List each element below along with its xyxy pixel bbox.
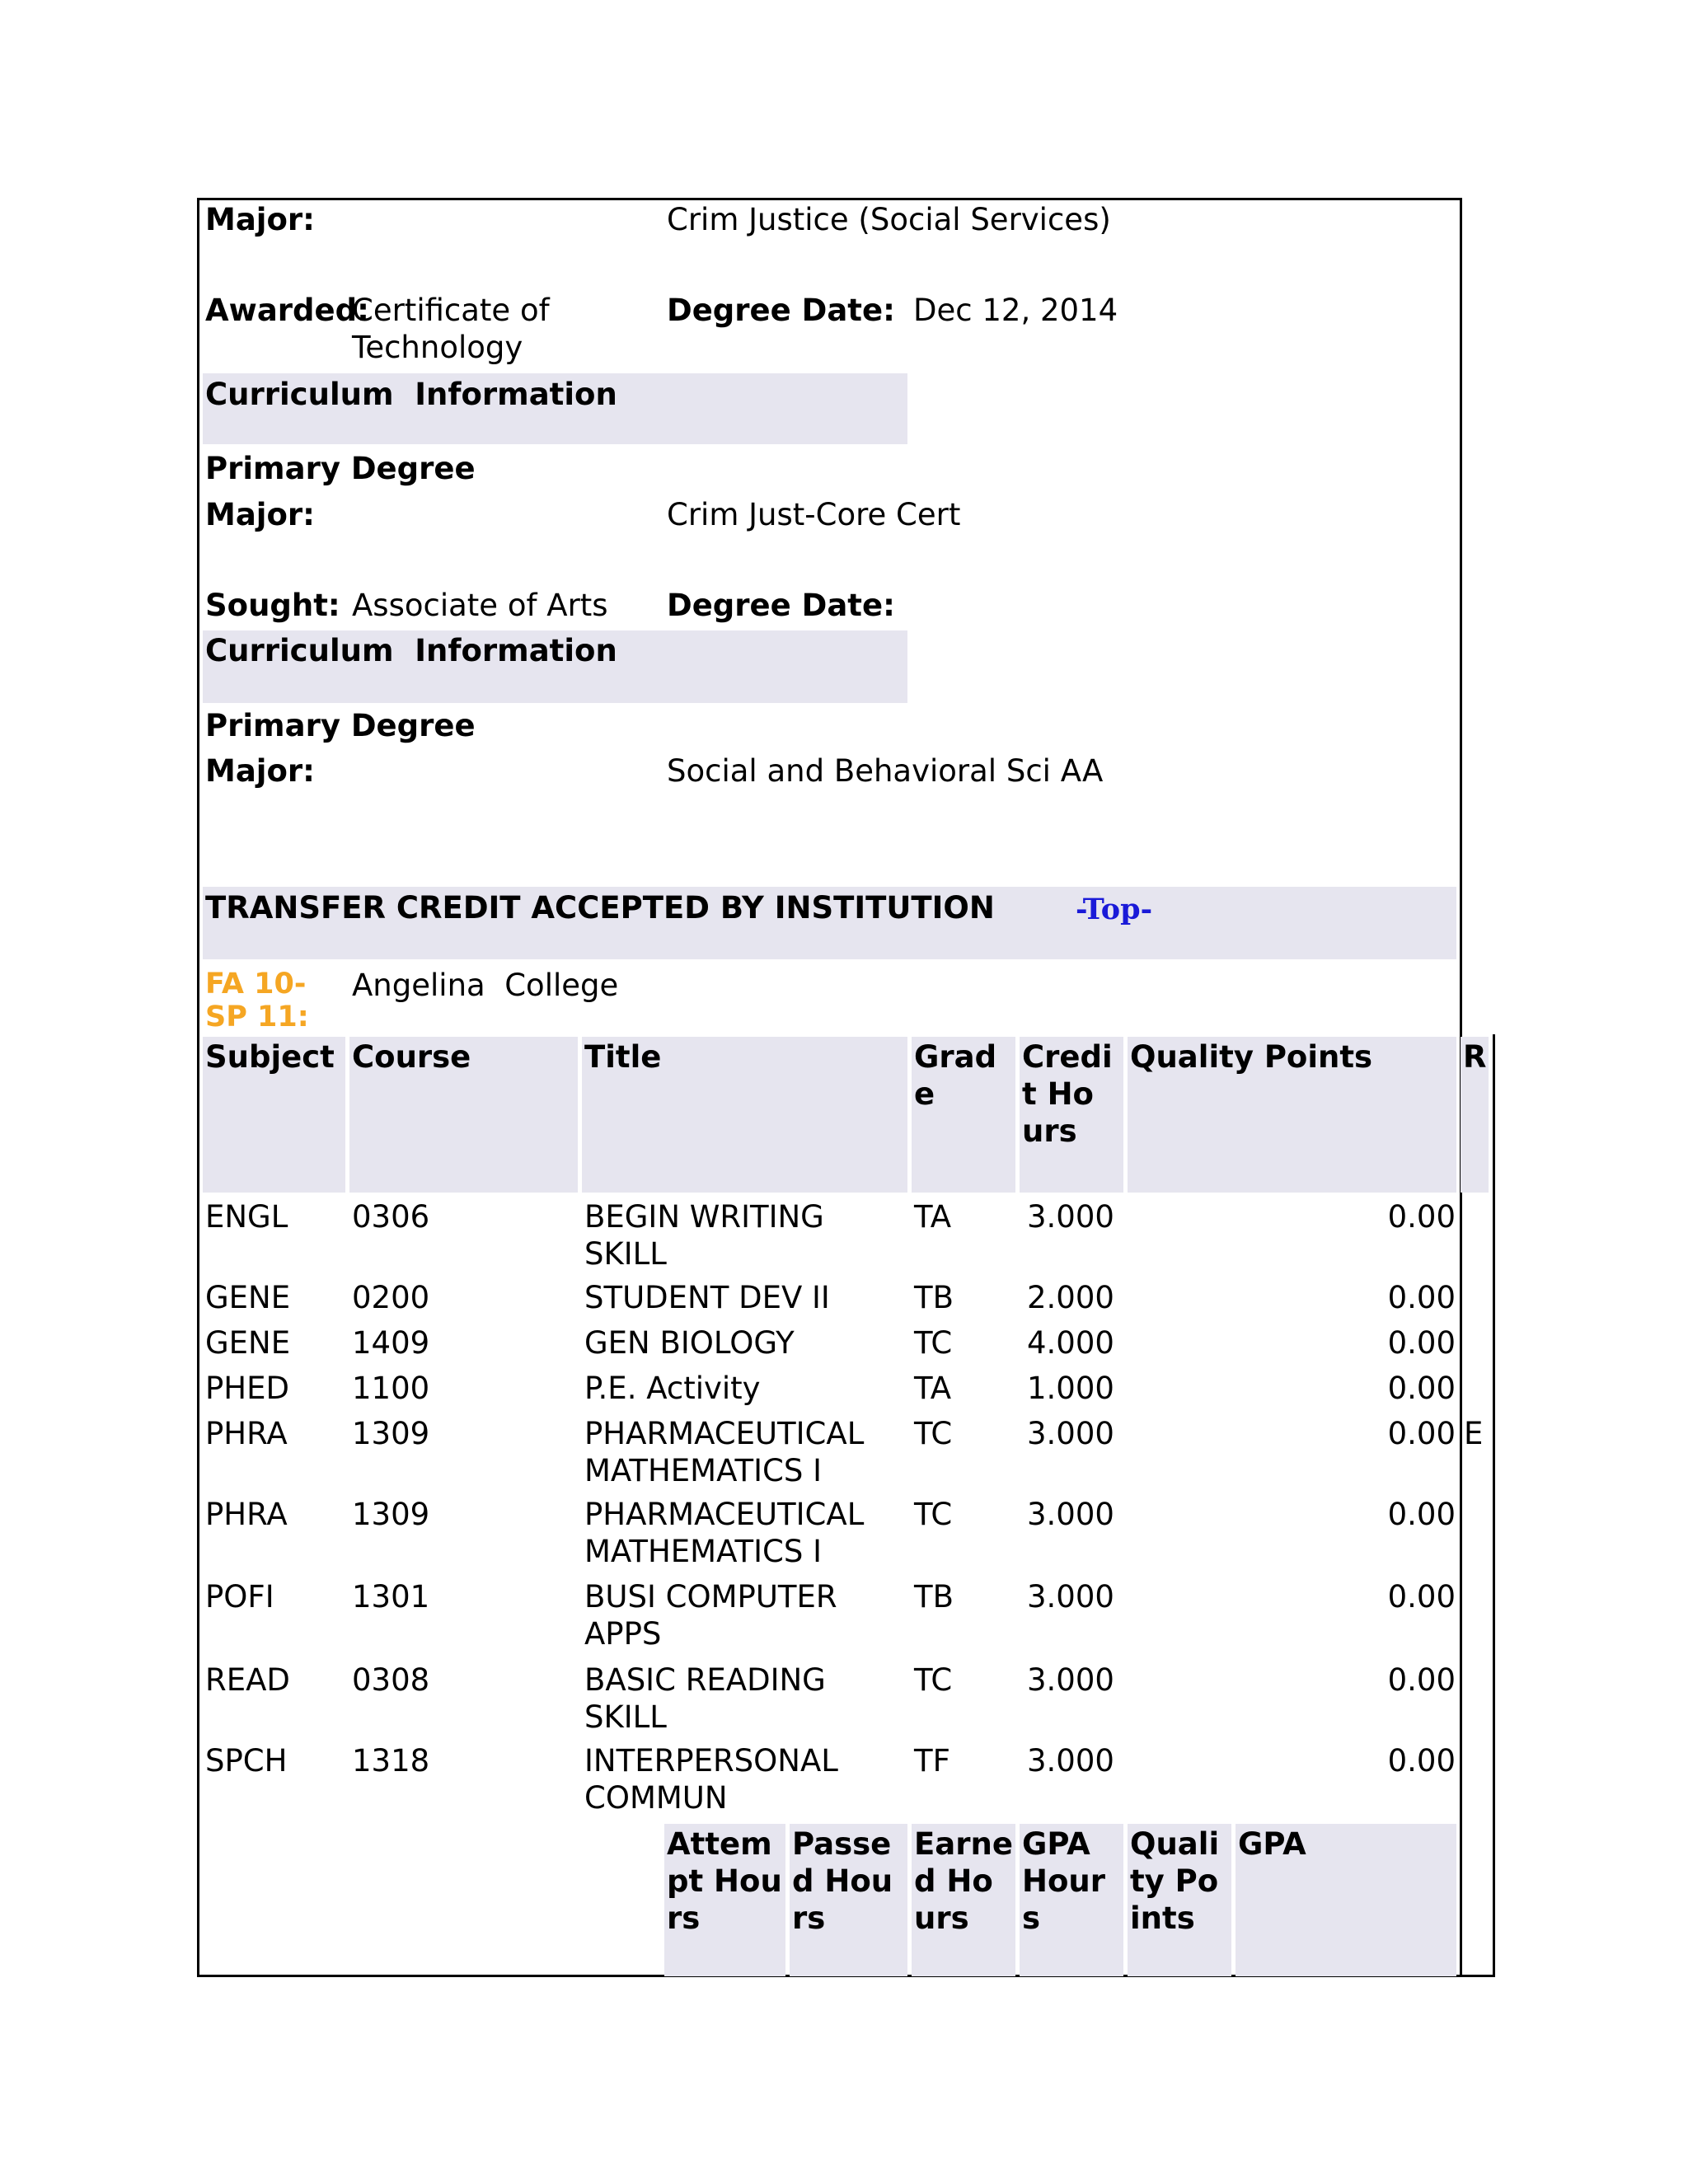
- major-label: Major:: [205, 202, 315, 237]
- cell-credit: 1.000: [1027, 1371, 1114, 1406]
- cell-subject: PHRA: [205, 1416, 288, 1451]
- cell-grade: TA: [914, 1371, 952, 1406]
- cell-course: 1318: [352, 1743, 430, 1779]
- awarded-value: Certificate of Technology: [352, 293, 550, 365]
- cell-title: PHARMACEUTICAL MATHEMATICS I: [584, 1497, 865, 1569]
- primary-degree-label: Primary Degree: [205, 451, 476, 486]
- curriculum-major-value: Crim Just-Core Cert: [667, 497, 961, 532]
- col-header-subject: Subject: [205, 1039, 335, 1075]
- cell-grade: TB: [914, 1280, 954, 1315]
- cell-title: BUSI COMPUTER APPS: [584, 1579, 837, 1652]
- cell-r: E: [1464, 1416, 1484, 1451]
- degree-date-label: Degree Date:: [667, 293, 895, 328]
- col-header-course: Course: [352, 1039, 471, 1075]
- cell-credit: 2.000: [1027, 1280, 1114, 1315]
- cell-subject: POFI: [205, 1579, 274, 1615]
- cell-grade: TA: [914, 1199, 952, 1235]
- cell-subject: ENGL: [205, 1199, 288, 1235]
- cell-qp: 0.00: [1387, 1280, 1456, 1315]
- curriculum-header: Curriculum Information: [205, 377, 617, 412]
- cell-grade: TC: [914, 1497, 953, 1532]
- cell-course: 1409: [352, 1325, 430, 1361]
- cell-subject: PHED: [205, 1371, 290, 1406]
- cell-credit: 3.000: [1027, 1497, 1114, 1532]
- cell-credit: 3.000: [1027, 1743, 1114, 1779]
- col-header-quality-points: Quality Points: [1130, 1039, 1373, 1075]
- cell-title: BASIC READING SKILL: [584, 1662, 826, 1735]
- cell-title: INTERPERSONAL COMMUN: [584, 1743, 838, 1816]
- cell-qp: 0.00: [1387, 1371, 1456, 1406]
- awarded-label: Awarded:: [205, 293, 369, 328]
- cell-qp: 0.00: [1387, 1199, 1456, 1235]
- cell-grade: TC: [914, 1325, 953, 1361]
- cell-grade: TF: [914, 1743, 950, 1779]
- curriculum-major-label-2: Major:: [205, 753, 315, 789]
- cell-qp: 0.00: [1387, 1662, 1456, 1698]
- cell-credit: 4.000: [1027, 1325, 1114, 1361]
- curriculum-major-value-2: Social and Behavioral Sci AA: [667, 753, 1104, 789]
- cell-course: 1301: [352, 1579, 430, 1615]
- cell-qp: 0.00: [1387, 1579, 1456, 1615]
- sought-label: Sought:: [205, 588, 340, 623]
- cell-grade: TB: [914, 1579, 954, 1615]
- cell-credit: 3.000: [1027, 1662, 1114, 1698]
- totals-gpa-hours: GPA Hours: [1022, 1826, 1105, 1936]
- curriculum-header-2: Curriculum Information: [205, 633, 617, 668]
- cell-qp: 0.00: [1387, 1497, 1456, 1532]
- totals-attempt-hours: Attempt Hours: [667, 1826, 782, 1936]
- cell-course: 0200: [352, 1280, 430, 1315]
- degree-date-label-2: Degree Date:: [667, 588, 895, 623]
- cell-title: BEGIN WRITING SKILL: [584, 1199, 824, 1272]
- major-value: Crim Justice (Social Services): [667, 202, 1111, 237]
- cell-course: 1100: [352, 1371, 430, 1406]
- totals-passed-hours: Passed Hours: [792, 1826, 893, 1936]
- curriculum-major-label: Major:: [205, 497, 315, 532]
- col-header-credit-hours: Credit Hours: [1022, 1039, 1113, 1149]
- cell-course: 0308: [352, 1662, 430, 1698]
- cell-title: P.E. Activity: [584, 1371, 761, 1406]
- transfer-heading: TRANSFER CREDIT ACCEPTED BY INSTITUTION: [205, 890, 995, 926]
- totals-earned-hours: Earned Hours: [914, 1826, 1013, 1936]
- institution-name: Angelina College: [352, 968, 619, 1003]
- top-link[interactable]: -Top-: [1076, 893, 1153, 926]
- cell-subject: GENE: [205, 1280, 291, 1315]
- cell-credit: 3.000: [1027, 1579, 1114, 1615]
- primary-degree-label-2: Primary Degree: [205, 708, 476, 743]
- cell-qp: 0.00: [1387, 1416, 1456, 1451]
- sought-value: Associate of Arts: [352, 588, 608, 623]
- cell-course: 1309: [352, 1497, 430, 1532]
- term-label: FA 10-SP 11:: [205, 968, 309, 1033]
- cell-course: 0306: [352, 1199, 430, 1235]
- col-header-title: Title: [584, 1039, 662, 1075]
- cell-credit: 3.000: [1027, 1416, 1114, 1451]
- cell-qp: 0.00: [1387, 1743, 1456, 1779]
- cell-credit: 3.000: [1027, 1199, 1114, 1235]
- cell-subject: GENE: [205, 1325, 291, 1361]
- cell-subject: PHRA: [205, 1497, 288, 1532]
- cell-title: PHARMACEUTICAL MATHEMATICS I: [584, 1416, 865, 1488]
- col-header-grade: Grade: [914, 1039, 997, 1112]
- cell-title: GEN BIOLOGY: [584, 1325, 795, 1361]
- cell-subject: SPCH: [205, 1743, 288, 1779]
- col-header-r: R: [1463, 1039, 1487, 1075]
- cell-subject: READ: [205, 1662, 290, 1698]
- cell-course: 1309: [352, 1416, 430, 1451]
- cell-grade: TC: [914, 1416, 953, 1451]
- totals-quality-points: Quality Points: [1130, 1826, 1220, 1936]
- cell-qp: 0.00: [1387, 1325, 1456, 1361]
- totals-gpa: GPA: [1238, 1826, 1306, 1862]
- cell-grade: TC: [914, 1662, 953, 1698]
- cell-title: STUDENT DEV II: [584, 1280, 830, 1315]
- degree-date-value: Dec 12, 2014: [913, 293, 1118, 328]
